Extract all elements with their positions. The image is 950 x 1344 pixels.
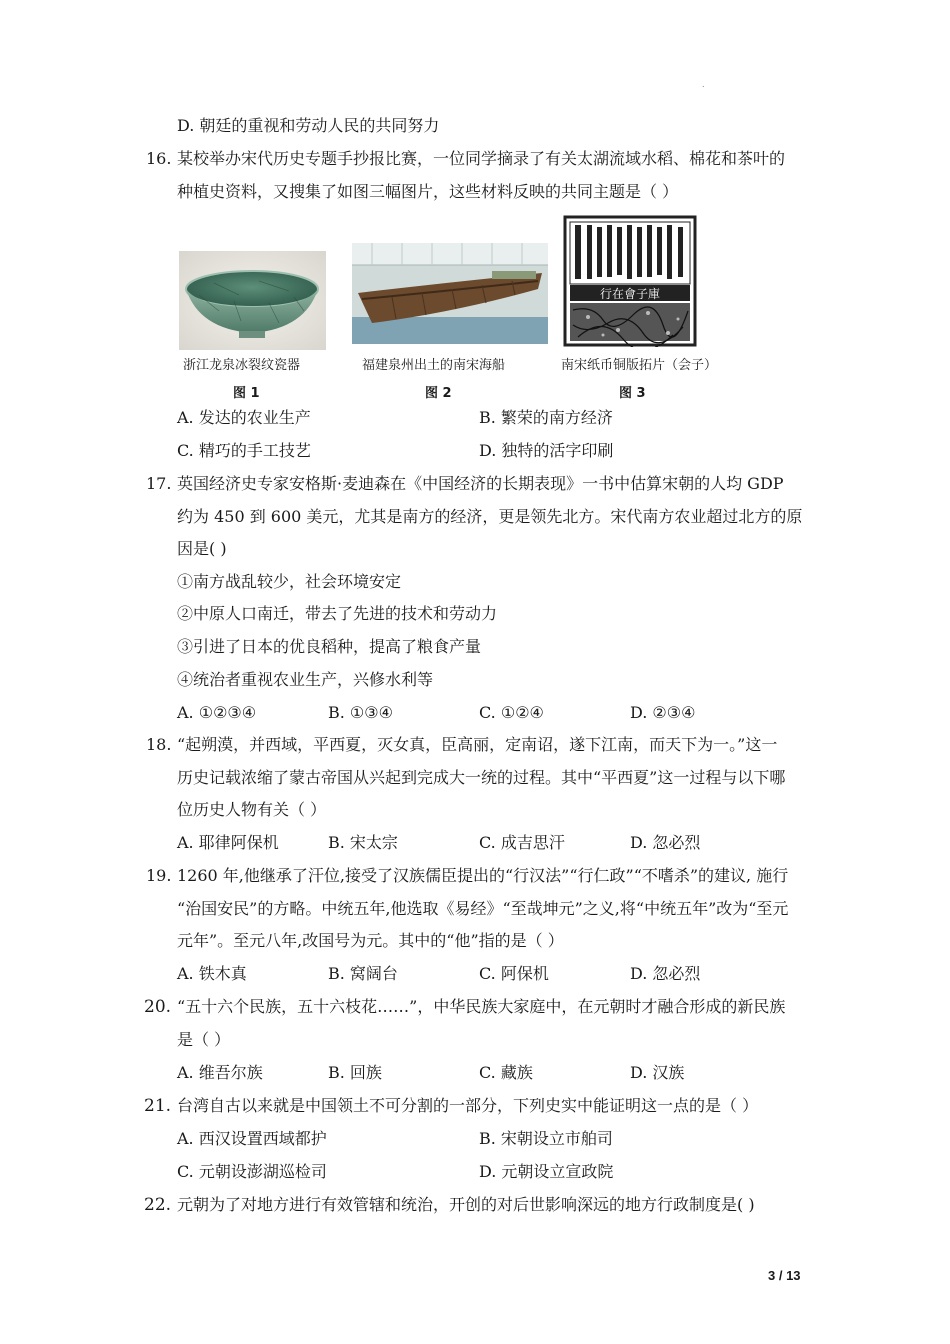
q18-stem-line2: 历史记载浓缩了蒙古帝国从兴起到完成大一统的过程。其中“平西夏”这一过程与以下哪 <box>177 768 786 787</box>
q16-option-c: C. 精巧的手工技艺 <box>177 441 311 460</box>
q18-option-b: B. 宋太宗 <box>328 833 398 852</box>
q18-option-d: D. 忽必烈 <box>630 833 701 852</box>
figure-3-label: 图 3 <box>619 386 646 401</box>
q16-option-b: B. 繁荣的南方经济 <box>479 408 613 427</box>
figure-1-caption: 浙江龙泉冰裂纹瓷器 <box>183 358 301 373</box>
q20-option-d: D. 汉族 <box>630 1063 685 1082</box>
q20-stem-line1: “五十六个民族，五十六枝花……”，中华民族大家庭中，在元朝时才融合形成的新民族 <box>177 997 786 1016</box>
q17-option-d: D. ②③④ <box>630 703 696 722</box>
q17-statement-3: ③引进了日本的优良稻种，提高了粮食产量 <box>177 637 482 656</box>
q19-option-d: D. 忽必烈 <box>630 964 701 983</box>
figure-2-song-ship <box>352 243 548 344</box>
q19-stem-line1: 1260 年,他继承了汗位,接受了汉族儒臣提出的“行汉法”“行仁政”“不嗜杀”的建议, 施行 <box>177 866 789 885</box>
q19-option-c: C. 阿保机 <box>479 964 549 983</box>
q21-option-a: A. 西汉设置西域都护 <box>177 1129 327 1148</box>
huizi-seal-text: 行在會子庫 <box>599 287 661 301</box>
q18-stem-line3: 位历史人物有关（ ） <box>177 800 327 819</box>
q16-option-d: D. 独特的活字印刷 <box>479 441 614 460</box>
q22-stem-line1: 元朝为了对地方进行有效管辖和统治，开创的对后世影响深远的地方行政制度是( ) <box>177 1195 755 1214</box>
q17-stem-line1: 英国经济史专家安格斯·麦迪森在《中国经济的长期表现》一书中估算宋朝的人均 GDP <box>177 474 784 493</box>
q20-option-b: B. 回族 <box>328 1063 382 1082</box>
figure-2-caption: 福建泉州出土的南宋海船 <box>362 358 506 373</box>
prev-option-d: D. 朝廷的重视和劳动人民的共同努力 <box>177 116 440 135</box>
q16-number: 16. <box>146 149 172 168</box>
q17-statement-2: ②中原人口南迁，带去了先进的技术和劳动力 <box>177 604 498 623</box>
huizi-rubbing-image <box>563 215 697 347</box>
figure-1-celadon-bowl <box>179 251 326 350</box>
q16-stem-line2: 种植史资料，又搜集了如图三幅图片，这些材料反映的共同主题是（ ） <box>177 182 679 201</box>
header-mark: . <box>702 80 705 89</box>
q20-option-c: C. 藏族 <box>479 1063 533 1082</box>
q17-option-a: A. ①②③④ <box>177 703 257 722</box>
q21-stem-line1: 台湾自古以来就是中国领土不可分割的一部分，下列史实中能证明这一点的是（ ） <box>177 1096 759 1115</box>
figure-1-label: 图 1 <box>233 386 260 401</box>
q17-number: 17. <box>146 474 172 493</box>
q19-option-a: A. 铁木真 <box>177 964 247 983</box>
q18-option-c: C. 成吉思汗 <box>479 833 565 852</box>
q20-stem-line2: 是（ ） <box>177 1030 231 1049</box>
q19-option-b: B. 窝阔台 <box>328 964 398 983</box>
q17-option-c: C. ①②④ <box>479 703 544 722</box>
q19-number: 19. <box>146 866 172 885</box>
q16-stem-line1: 某校举办宋代历史专题手抄报比赛，一位同学摘录了有关太湖流域水稻、棉花和茶叶的 <box>177 149 786 168</box>
q17-option-b: B. ①③④ <box>328 703 393 722</box>
q21-number: 21. <box>144 1096 172 1116</box>
figure-3-huizi-rubbing <box>563 215 697 347</box>
q20-number: 20. <box>144 997 172 1017</box>
celadon-bowl-image <box>179 251 326 350</box>
q18-number: 18. <box>146 735 172 754</box>
q17-statement-1: ①南方战乱较少，社会环境安定 <box>177 572 402 591</box>
q16-option-a: A. 发达的农业生产 <box>177 408 311 427</box>
song-ship-image <box>352 243 548 344</box>
q20-option-a: A. 维吾尔族 <box>177 1063 263 1082</box>
q22-number: 22. <box>144 1195 172 1215</box>
q17-statement-4: ④统治者重视农业生产，兴修水利等 <box>177 670 434 689</box>
q21-option-d: D. 元朝设立宣政院 <box>479 1162 614 1181</box>
page-number: 3 / 13 <box>768 1268 801 1283</box>
figure-2-label: 图 2 <box>425 386 452 401</box>
q17-stem-line3: 因是( ) <box>177 539 227 558</box>
q19-stem-line3: 元年”。至元八年,改国号为元。其中的“他”指的是（ ） <box>177 931 564 950</box>
q21-option-c: C. 元朝设澎湖巡检司 <box>177 1162 327 1181</box>
figure-3-caption: 南宋纸币铜版拓片（会子） <box>561 358 718 373</box>
q18-option-a: A. 耶律阿保机 <box>177 833 279 852</box>
q19-stem-line2: “治国安民”的方略。中统五年,他选取《易经》“至哉坤元”之义,将“中统五年”改为“至元 <box>177 899 789 918</box>
q18-stem-line1: “起朔漠，并西域，平西夏，灭女真，臣高丽，定南诏，遂下江南，而天下为一。”这一 <box>177 735 778 754</box>
q17-stem-line2: 约为 450 到 600 美元，尤其是南方的经济，更是领先北方。宋代南方农业超过北方的原 <box>177 507 803 526</box>
q21-option-b: B. 宋朝设立市舶司 <box>479 1129 613 1148</box>
